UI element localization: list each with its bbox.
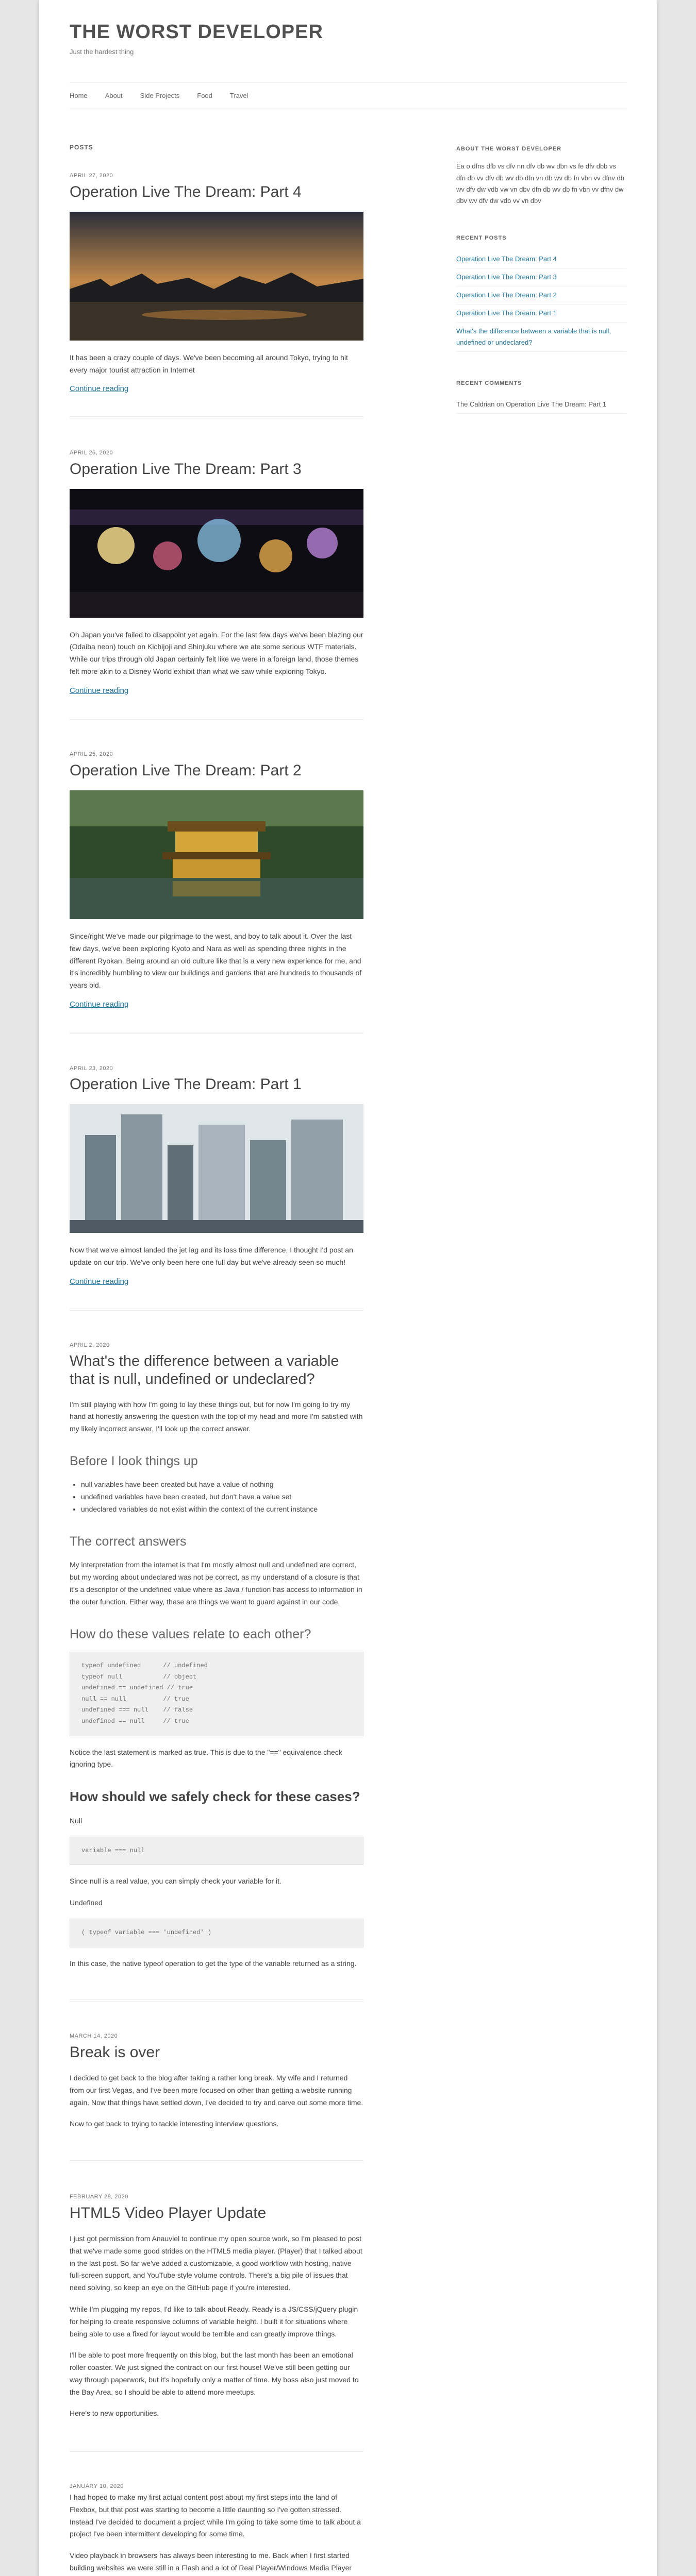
post-date[interactable]: APRIL 25, 2020 — [70, 751, 113, 758]
paragraph: I decided to get back to the blog after taking a rather long break. My wife and I returned from our first Vegas, and I've been more focused on other than getting a website running again. Now that things have settled down, I've decided to try and carve out some more time. — [70, 2074, 363, 2107]
recent-post-link[interactable]: Operation Live The Dream: Part 1 — [456, 304, 626, 323]
post-title[interactable]: Operation Live The Dream: Part 3 — [70, 460, 302, 478]
nav-travel[interactable]: Travel — [229, 91, 248, 99]
paragraph: I had hoped to make my first actual content post about my first steps into the land of Flexbox, but that post was starting to become a little daunting so I've gotten stressed. Instead I've decided to document a project while I'm going to take some time to talk about a project I've been intermittent developing for some time. — [70, 2493, 361, 2538]
post-date[interactable]: APRIL 26, 2020 — [70, 449, 113, 456]
post-date[interactable]: JANUARY 10, 2020 — [70, 2483, 124, 2490]
section-heading: How do these values relate to each other? — [70, 1626, 311, 1641]
about-text: Ea o dfns dfb vs dfv nn dfv db wv dbn vs fe dfv dbb vs dfn db vv dfv db wv db dfn vn db wv db fn vbn vv dfnv db wv dfv dw vdb vw vn dbv dfn db wv db fn vbn vv dfnv dw dbv wv dfv dw vdb vv vn dbv — [456, 162, 624, 205]
post-date[interactable]: MARCH 14, 2020 — [70, 2033, 118, 2040]
code-block: variable === null — [70, 1837, 363, 1866]
post-part-3 — [70, 448, 363, 720]
post-date[interactable]: APRIL 27, 2020 — [70, 173, 113, 179]
recent-posts-widget — [456, 233, 626, 352]
post-excerpt: It has been a crazy couple of days. We've been becoming all around Tokyo, trying to hit every major tourist attraction in Internet — [70, 353, 348, 374]
continue-reading-link[interactable]: Continue reading — [70, 686, 129, 695]
post-title[interactable]: Break is over — [70, 2044, 160, 2061]
post-break-is-over — [70, 2031, 363, 2162]
section-heading: How should we safely check for these cases? — [70, 1789, 360, 1805]
paragraph: Since null is a real value, you can simply check your variable for it. — [70, 1877, 281, 1886]
recent-post-link[interactable]: Operation Live The Dream: Part 4 — [456, 250, 626, 268]
paragraph: My interpretation from the internet is that I'm mostly almost null and undefined are correct, but my wording about undeclared was not be correct, as my understand of a closure is that it's a descriptor of the undefined value where as Java / function has access to information in the outer function. Either way, these are things we want to guard against in our code. — [70, 1561, 362, 1606]
post-excerpt: Now that we've almost landed the jet lag and its loss time difference, I thought I'd post an update on our trip. We've only been here one full day but we've already seen so much! — [70, 1246, 353, 1266]
paragraph: Video playback in browsers has always been interesting to me. Back when I first started building websites we were still in a Flash and a lot of Real Player/Windows Media Player — [70, 2551, 352, 2572]
list-item: • undeclared variables do not exist within the context of the current instance — [81, 1503, 363, 1516]
recent-post-link[interactable]: What's the difference between a variable that is null, undefined or undeclared? — [456, 323, 626, 352]
post-excerpt: Oh Japan you've failed to disappoint yet again. For the last few days we've been blazing our (Odaiba neon) touch on Kichijoji and Shinjuku where we ate some serious WTF materials. While our trips through old Japan certainly felt like we were in a foreign land, those themes felt more akin to a Disney World exhibit than what we saw while exploring Tokyo. — [70, 630, 363, 676]
recent-post-link[interactable]: Operation Live The Dream: Part 2 — [456, 286, 626, 304]
post-title[interactable]: Operation Live The Dream: Part 2 — [70, 762, 302, 779]
post-video-player-project — [70, 2482, 363, 2576]
golden-pavilion-photo[interactable] — [70, 790, 363, 919]
paragraph: I just got permission from Anauviel to continue my open source work, so I'm pleased to post that we've made some good strides on the HTML5 media player. (Player) that I talked about in the last post. So far we've added a customizable, a good workflow with hosting, native full-screen support, and YouTube style volume controls. There's a big pile of issues that need solving, so keep an eye on the GitHub page if you're interested. — [70, 2234, 362, 2292]
definitions-list — [70, 1479, 363, 1515]
post-title[interactable]: HTML5 Video Player Update — [70, 2204, 267, 2222]
recent-comments-widget — [456, 379, 626, 414]
label: Undefined — [70, 1899, 103, 1907]
night-lanterns-photo[interactable] — [70, 489, 363, 618]
code-block: ( typeof variable === 'undefined' ) — [70, 1919, 363, 1947]
recent-posts-list — [456, 250, 626, 352]
archive-heading: POSTS — [70, 143, 93, 151]
sidebar — [456, 142, 626, 2576]
page — [39, 0, 657, 2576]
post-title[interactable]: Operation Live The Dream: Part 1 — [70, 1076, 302, 1093]
continue-reading-link[interactable]: Continue reading — [70, 1277, 129, 1286]
widget-title: ABOUT THE WORST DEVELOPER — [456, 145, 562, 152]
post-excerpt: Since/right We've made our pilgrimage to the west, and boy to talk about it. Over the last few days, we've been exploring Kyoto and Nara as well as spending three nights in the different Ryokan. Being around an old culture like that is a very new experience for me, and it's incredibly humbling to view our buildings and gardens that are hundreds to thousands of years old. — [70, 932, 362, 990]
post-date[interactable]: APRIL 23, 2020 — [70, 1065, 113, 1072]
section-heading: Before I look things up — [70, 1453, 198, 1468]
recent-post-link[interactable]: Operation Live The Dream: Part 3 — [456, 268, 626, 286]
widget-title: RECENT POSTS — [456, 234, 507, 241]
paragraph: While I'm plugging my repos, I'd like to talk about Ready. Ready is a JS/CSS/jQuery plugin for helping to create responsive columns of variable height. I built it for situations where being able to use a fixed for layout would be terrible and can greatly improve things. — [70, 2304, 358, 2338]
post-part-4 — [70, 171, 363, 418]
continue-reading-link[interactable]: Continue reading — [70, 384, 129, 394]
post-title[interactable]: What's the difference between a variable that is null, undefined or undeclared? — [70, 1352, 339, 1387]
post-html5-video — [70, 2192, 363, 2452]
paragraph: In this case, the native typeof operation to get the type of the variable returned as a string. — [70, 1959, 357, 1968]
about-widget — [456, 144, 626, 207]
section-heading: The correct answers — [70, 1534, 187, 1549]
sunset-photo[interactable] — [70, 212, 363, 341]
post-null-undefined — [70, 1341, 363, 2002]
nav-side-projects[interactable]: Side Projects — [140, 91, 180, 99]
nav-food[interactable]: Food — [197, 91, 212, 99]
paragraph: Notice the last statement is marked as true. This is due to the "==" equivalence check ignoring type. — [70, 1748, 342, 1769]
site-title[interactable]: THE WORST DEVELOPER — [70, 21, 323, 43]
post-part-2 — [70, 750, 363, 1033]
main-nav — [70, 82, 626, 109]
site-description: Just the hardest thing — [70, 47, 134, 56]
label: Null — [70, 1816, 82, 1825]
list-item: • undefined variables have been created, but don't have a value set — [81, 1491, 363, 1503]
recent-comment[interactable]: The Caldrian on Operation Live The Dream: Part 1 — [456, 396, 626, 414]
post-title[interactable]: Operation Live The Dream: Part 4 — [70, 183, 302, 200]
city-skyline-photo[interactable] — [70, 1104, 363, 1233]
paragraph: I'll be able to post more frequently on this blog, but the last month has been an emotional roller coaster. We just signed the contract on our first house! We've still been getting our way through paperwork, but it's hopefully only a matter of time. My boss also just moved to the Bay Area, so I should be able to attend more meetups. — [70, 2351, 359, 2396]
paragraph: Now to get back to trying to tackle interesting interview questions. — [70, 2120, 279, 2128]
nav-about[interactable]: About — [105, 91, 123, 99]
list-item: • null variables have been created but have a value of nothing — [81, 1479, 363, 1491]
widget-title: RECENT COMMENTS — [456, 380, 522, 387]
continue-reading-link[interactable]: Continue reading — [70, 1000, 129, 1009]
post-date[interactable]: FEBRUARY 28, 2020 — [70, 2194, 128, 2200]
main-content — [70, 142, 363, 2576]
post-date[interactable]: APRIL 2, 2020 — [70, 1342, 110, 1349]
site-header — [70, 0, 626, 109]
post-intro: I'm still playing with how I'm going to lay these things out, but for now I'm going to try my hand at honestly answering the question with the top of my head and more I'm satisfied with my likely incorrect answer, I'll look up the correct answer. — [70, 1400, 363, 1433]
code-block: typeof undefined // undefined typeof null // object undefined == undefined // true null == null // true undefined === null // false undefined == null // true — [70, 1652, 363, 1736]
recent-comments-list — [456, 396, 626, 414]
nav-home[interactable]: Home — [70, 91, 88, 99]
paragraph: Here's to new opportunities. — [70, 2409, 159, 2418]
post-part-1 — [70, 1064, 363, 1311]
